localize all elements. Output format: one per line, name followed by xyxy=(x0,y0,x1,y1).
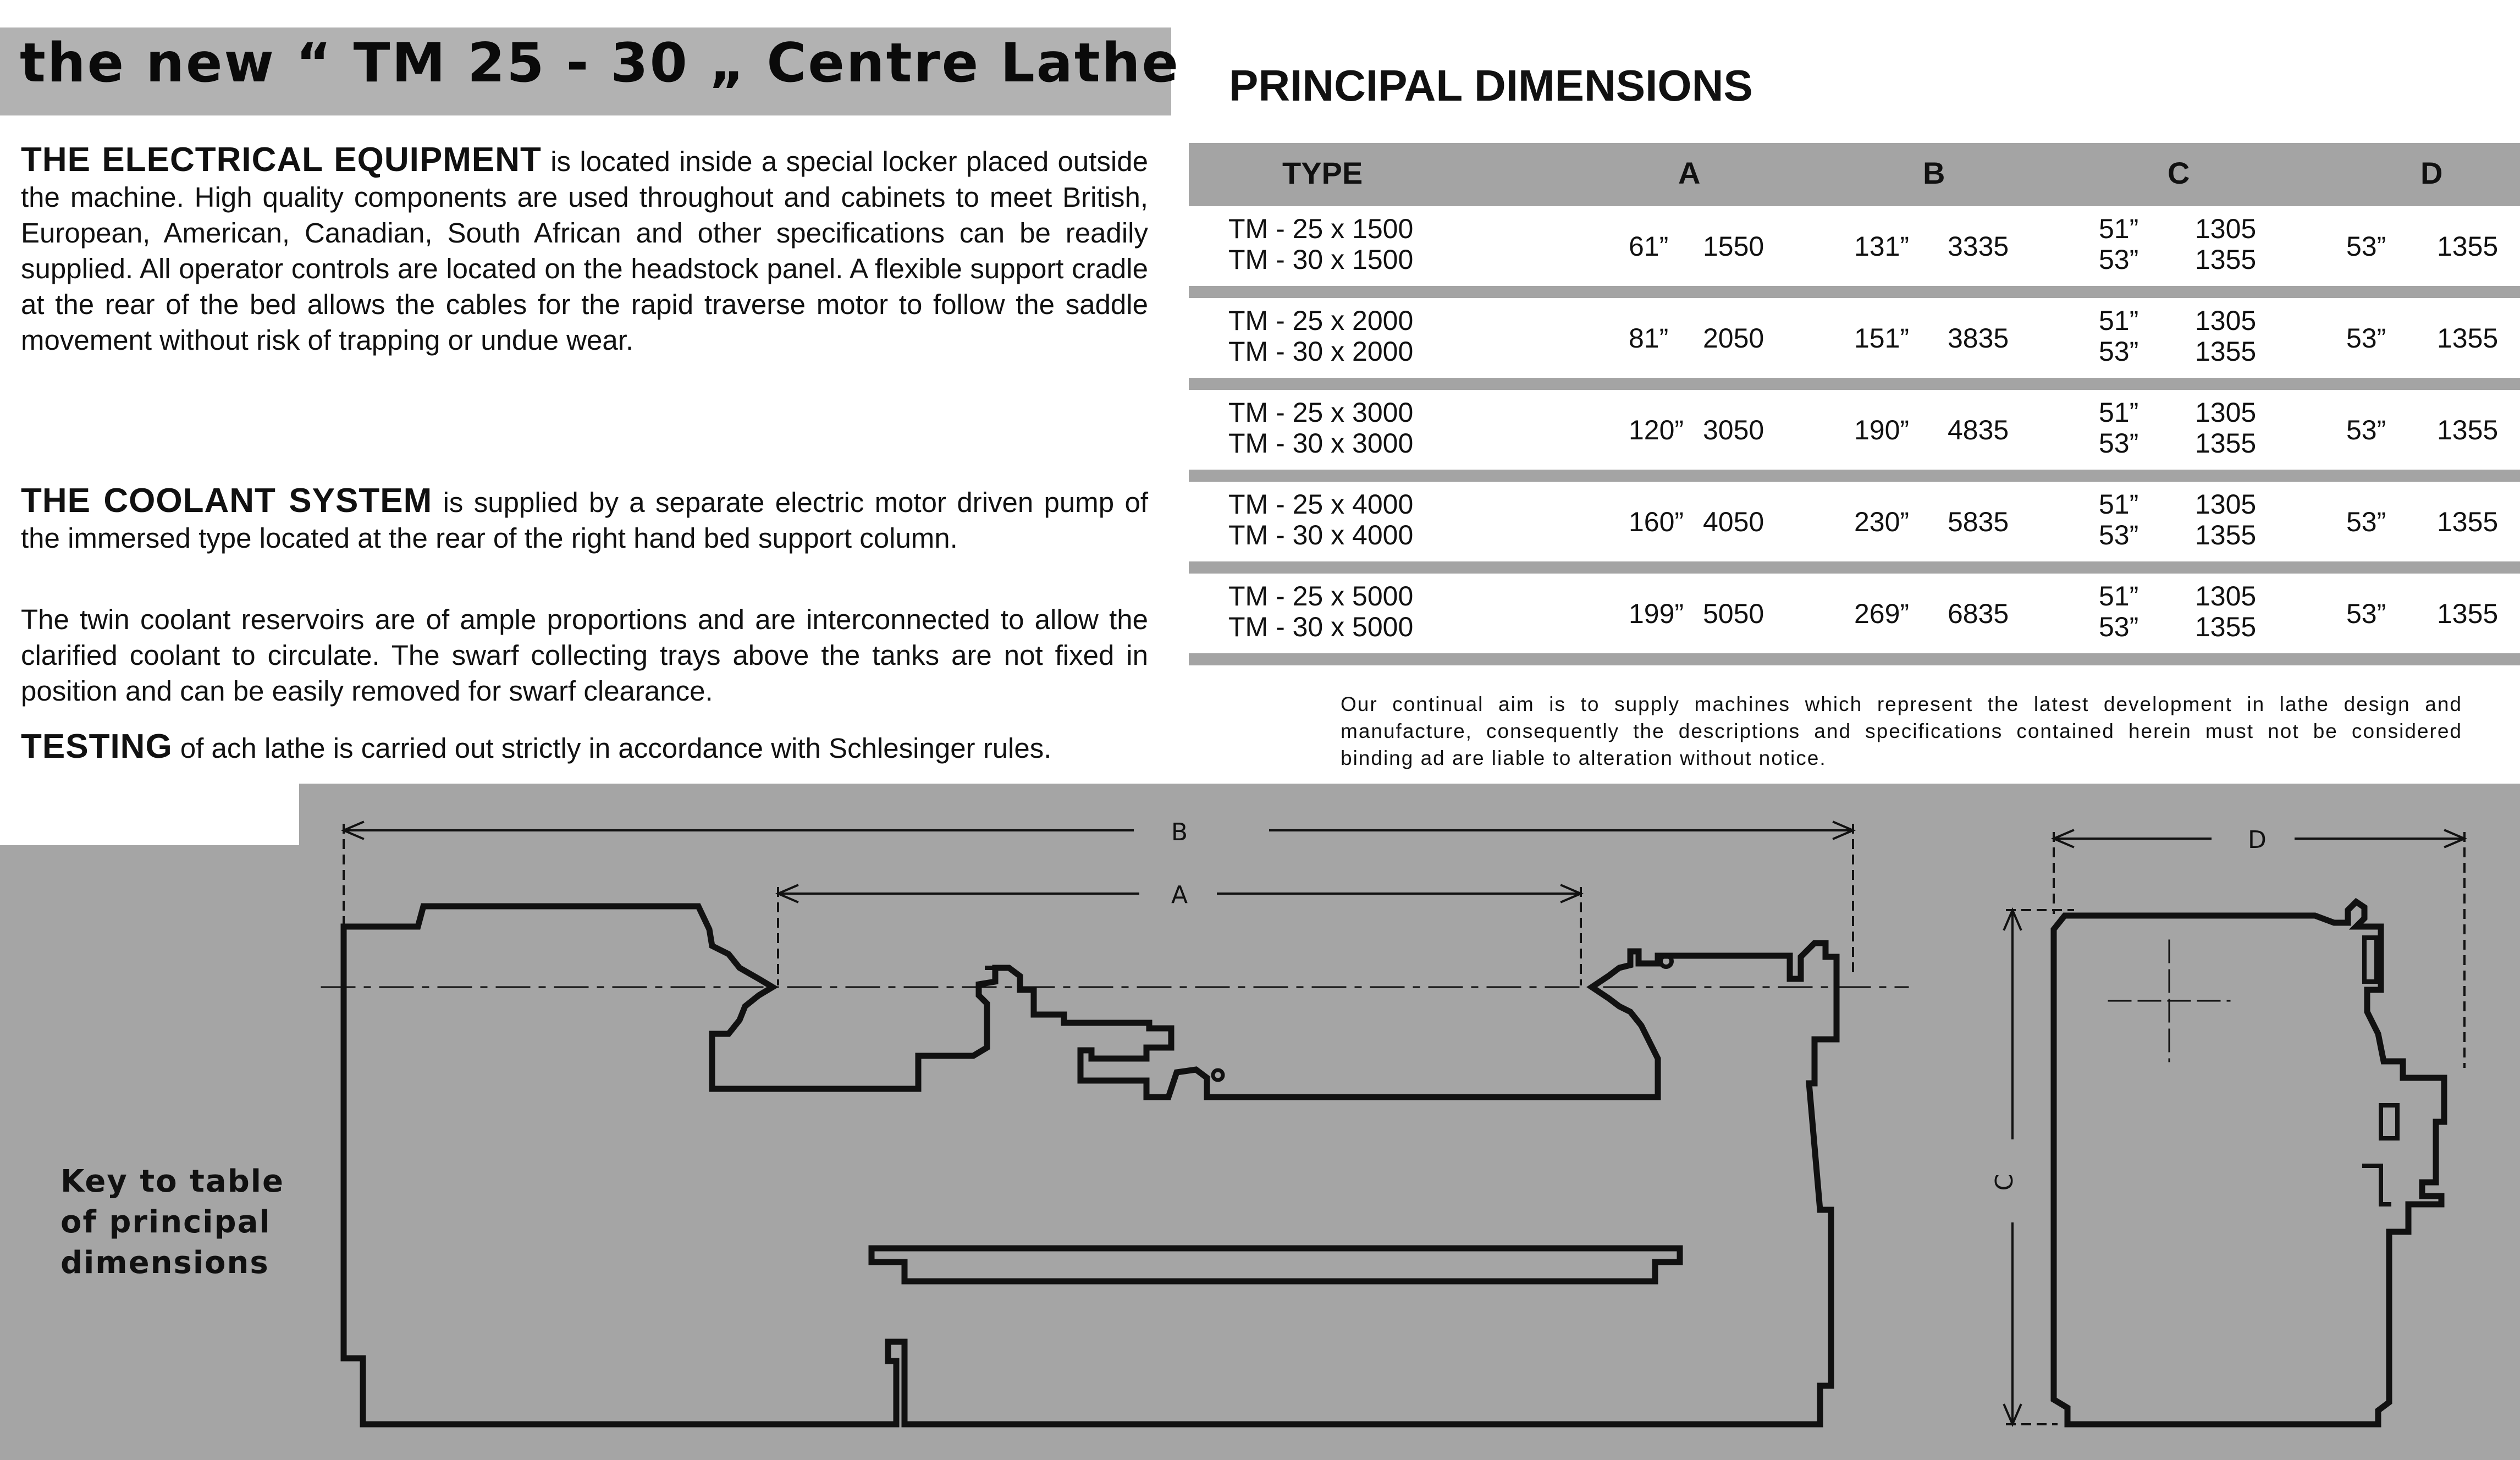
cell-type-25: TM - 25 x 1500 xyxy=(1228,213,1414,244)
cell-d-mm: 1355 xyxy=(2437,506,2499,537)
coolant-system-heading: THE COOLANT SYSTEM xyxy=(21,482,433,520)
cell-c-mm-30: 1355 xyxy=(2195,336,2257,367)
cell-c-mm-25: 1305 xyxy=(2195,213,2257,244)
cell-c-mm-25: 1305 xyxy=(2195,489,2257,520)
cell-a-mm: 3050 xyxy=(1703,415,1764,445)
cell-c-mm-25: 1305 xyxy=(2195,581,2257,611)
lathe-front-outline xyxy=(344,906,1837,1424)
dimension-line-c xyxy=(2004,910,2073,1424)
cell-b-mm: 6835 xyxy=(1948,598,2009,629)
cell-c-mm-25: 1305 xyxy=(2195,305,2257,336)
cell-type-25: TM - 25 x 5000 xyxy=(1228,581,1414,611)
header-a: A xyxy=(1678,156,1701,190)
testing-heading: TESTING xyxy=(21,728,173,765)
cell-type-30: TM - 30 x 1500 xyxy=(1228,244,1414,275)
cell-a-mm: 5050 xyxy=(1703,598,1764,629)
cell-a-inches: 160” xyxy=(1629,506,1684,537)
side-centre-mark xyxy=(2109,940,2230,1061)
cell-b-mm: 5835 xyxy=(1948,506,2009,537)
lathe-side-outline xyxy=(2054,902,2444,1424)
cell-c-inches-25: 51” xyxy=(2099,305,2139,336)
header-b: B xyxy=(1923,156,1945,190)
cell-a-mm: 1550 xyxy=(1703,231,1764,262)
cell-a-inches: 199” xyxy=(1629,598,1684,629)
cell-b-inches: 131” xyxy=(1854,231,1910,262)
cell-d-mm: 1355 xyxy=(2437,415,2499,445)
header-type: TYPE xyxy=(1282,156,1363,190)
cell-c-mm-25: 1305 xyxy=(2195,397,2257,428)
cell-type-25: TM - 25 x 3000 xyxy=(1228,397,1414,428)
cell-type-30: TM - 30 x 3000 xyxy=(1228,428,1414,459)
cell-b-inches: 269” xyxy=(1854,598,1910,629)
cell-b-mm: 3335 xyxy=(1948,231,2009,262)
cell-c-inches-30: 53” xyxy=(2099,611,2139,642)
key-caption xyxy=(60,1161,284,1283)
cell-c-inches-25: 51” xyxy=(2099,213,2139,244)
key-line-2: of principal xyxy=(60,1204,271,1240)
cell-c-inches-30: 53” xyxy=(2099,244,2139,275)
cell-d-mm: 1355 xyxy=(2437,231,2499,262)
cell-a-inches: 61” xyxy=(1629,231,1669,262)
cell-d-mm: 1355 xyxy=(2437,323,2499,354)
coolant-system-body: is supplied by a separate electric motor driven pump of the immersed type located at the rear of the right hand bed support column. xyxy=(21,487,1148,554)
disclaimer-note: Our continual aim is to supply machines which represent the latest development in lathe design and manufacture, consequently the descriptions and specifications contained herein must not be considered binding ad are liable to alteration without notice. xyxy=(1341,693,2462,769)
cell-d-mm: 1355 xyxy=(2437,598,2499,629)
cell-a-mm: 4050 xyxy=(1703,506,1764,537)
cell-a-inches: 120” xyxy=(1629,415,1684,445)
cell-c-inches-25: 51” xyxy=(2099,397,2139,428)
label-b: B xyxy=(1171,818,1188,846)
cell-c-inches-30: 53” xyxy=(2099,336,2139,367)
cell-b-inches: 190” xyxy=(1854,415,1910,445)
electrical-equipment-heading: THE ELECTRICAL EQUIPMENT xyxy=(21,141,542,179)
cell-a-inches: 81” xyxy=(1629,323,1669,354)
header-c: C xyxy=(2168,156,2190,190)
page-title: the new “ TM 25 - 30 „ Centre Lathe xyxy=(20,32,1180,95)
cell-type-30: TM - 30 x 4000 xyxy=(1228,520,1414,550)
dimension-line-b xyxy=(344,822,1853,979)
cell-b-inches: 230” xyxy=(1854,506,1910,537)
testing-body: of ach lathe is carried out strictly in accordance with Schlesinger rules. xyxy=(172,732,1052,764)
coolant-reservoir-paragraph: The twin coolant reservoirs are of ample proportions and are interconnected to allow the clarified coolant to circulate. The swarf collecting trays above the tanks are not fixed in position and can be easily removed for swarf clearance. xyxy=(21,604,1148,707)
cell-d-inches: 53” xyxy=(2346,415,2386,445)
cell-c-inches-25: 51” xyxy=(2099,489,2139,520)
cell-type-25: TM - 25 x 4000 xyxy=(1228,489,1414,520)
label-c: C xyxy=(1990,1173,2019,1191)
cell-c-inches-25: 51” xyxy=(2099,581,2139,611)
header-d: D xyxy=(2420,156,2443,190)
cell-c-mm-30: 1355 xyxy=(2195,520,2257,550)
cell-d-inches: 53” xyxy=(2346,598,2386,629)
cell-b-mm: 3835 xyxy=(1948,323,2009,354)
cell-a-mm: 2050 xyxy=(1703,323,1764,354)
electrical-equipment-body: is located inside a special locker placed outside the machine. High quality components are used throughout and cabinets to meet British, European, American, Canadian, South African and other specifications can be readily supplied. All operator controls are located on the headstock panel. A flexible support cradle at the rear of the bed allows the cables for the rapid traverse motor to follow the saddle movement without risk of trapping or undue wear. xyxy=(21,146,1148,356)
dimension-line-d xyxy=(2054,830,2464,1067)
cell-d-inches: 53” xyxy=(2346,231,2386,262)
cell-c-inches-30: 53” xyxy=(2099,520,2139,550)
cell-c-inches-30: 53” xyxy=(2099,428,2139,459)
key-line-1: Key to table xyxy=(60,1164,284,1199)
cell-b-mm: 4835 xyxy=(1948,415,2009,445)
label-a: A xyxy=(1171,881,1188,909)
cell-type-30: TM - 30 x 2000 xyxy=(1228,336,1414,367)
cell-type-30: TM - 30 x 5000 xyxy=(1228,611,1414,642)
cell-b-inches: 151” xyxy=(1854,323,1910,354)
cell-d-inches: 53” xyxy=(2346,506,2386,537)
cell-type-25: TM - 25 x 2000 xyxy=(1228,305,1414,336)
principal-dimensions-title: PRINCIPAL DIMENSIONS xyxy=(1229,61,1753,110)
key-line-3: dimensions xyxy=(60,1245,269,1281)
cell-c-mm-30: 1355 xyxy=(2195,611,2257,642)
cell-d-inches: 53” xyxy=(2346,323,2386,354)
cell-c-mm-30: 1355 xyxy=(2195,428,2257,459)
label-d: D xyxy=(2248,826,2267,854)
cell-c-mm-30: 1355 xyxy=(2195,244,2257,275)
